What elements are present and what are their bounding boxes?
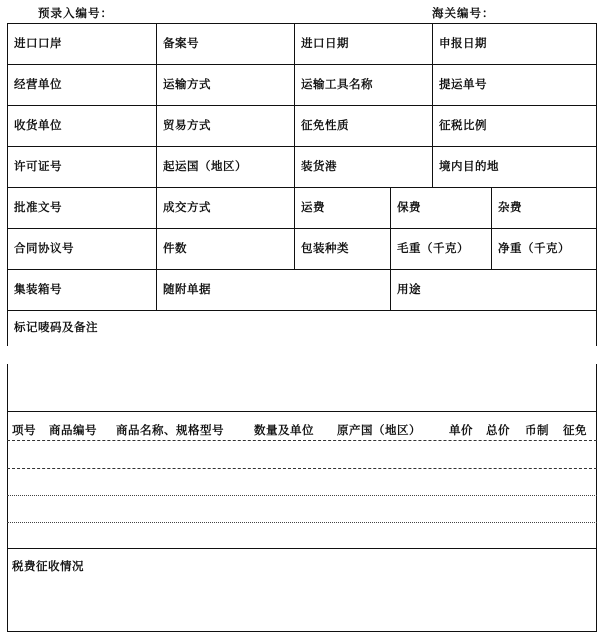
field-label: 申报日期 (439, 36, 487, 50)
field-label: 毛重（千克） (397, 241, 469, 255)
field-label: 用途 (397, 282, 421, 296)
goods-col-exemption: 征免 (563, 423, 587, 437)
field-usage[interactable] (391, 270, 596, 311)
tax-section-top-rule (7, 548, 597, 549)
field-label: 合同协议号 (14, 241, 74, 255)
goods-col-total-price: 总价 (486, 423, 510, 437)
field-package-count[interactable] (157, 229, 295, 270)
field-label: 提运单号 (439, 77, 487, 91)
goods-row-rule[interactable] (7, 522, 597, 523)
field-label: 装货港 (301, 159, 337, 173)
field-label: 随附单据 (163, 282, 211, 296)
field-domestic-destination[interactable] (433, 147, 596, 188)
field-business-unit[interactable] (8, 65, 157, 106)
field-transaction-mode[interactable] (157, 188, 295, 229)
field-tax-ratio[interactable] (433, 106, 596, 147)
goods-col-commodity-code: 商品编号 (49, 423, 97, 437)
goods-col-commodity-name-spec: 商品名称、规格型号 (116, 423, 224, 437)
goods-header-rule (7, 440, 597, 441)
goods-col-unit-price: 单价 (449, 423, 473, 437)
field-trade-mode[interactable] (157, 106, 295, 147)
field-label: 经营单位 (14, 77, 62, 91)
field-label: 起运国（地区） (163, 159, 247, 173)
field-container-no[interactable] (8, 270, 157, 311)
tax-collection-label: 税费征收情况 (12, 559, 84, 573)
field-label: 标记唛码及备注 (14, 320, 98, 334)
field-label: 运费 (301, 200, 325, 214)
field-label: 杂费 (498, 200, 522, 214)
field-label: 进口口岸 (14, 36, 62, 50)
field-label: 成交方式 (163, 200, 211, 214)
goods-section-top-rule (7, 411, 597, 412)
declaration-form-lower (7, 364, 597, 632)
goods-row-rule[interactable] (7, 468, 597, 469)
field-label: 进口日期 (301, 36, 349, 50)
field-label: 包装种类 (301, 241, 349, 255)
field-transport-vehicle[interactable] (295, 65, 433, 106)
field-marks-and-remarks[interactable] (8, 311, 596, 347)
field-approval-no[interactable] (8, 188, 157, 229)
field-consignee[interactable] (8, 106, 157, 147)
field-label: 境内目的地 (439, 159, 499, 173)
field-exemption-nature[interactable] (295, 106, 433, 147)
field-transport-mode[interactable] (157, 65, 295, 106)
field-license-no[interactable] (8, 147, 157, 188)
field-label: 批准文号 (14, 200, 62, 214)
goods-col-quantity-unit: 数量及单位 (254, 423, 314, 437)
field-gross-weight[interactable] (391, 229, 492, 270)
field-label: 收货单位 (14, 118, 62, 132)
field-label: 贸易方式 (163, 118, 211, 132)
field-loading-port[interactable] (295, 147, 433, 188)
field-origin-country[interactable] (157, 147, 295, 188)
field-import-date[interactable] (295, 24, 433, 65)
field-net-weight[interactable] (492, 229, 596, 270)
goods-col-country-of-origin: 原产国（地区） (337, 423, 421, 437)
field-contract-no[interactable] (8, 229, 157, 270)
field-label: 保费 (397, 200, 421, 214)
field-declaration-date[interactable] (433, 24, 596, 65)
field-label: 许可证号 (14, 159, 62, 173)
field-record-no[interactable] (157, 24, 295, 65)
field-misc-fees[interactable] (492, 188, 596, 229)
customs-number-label: 海关编号： (432, 6, 495, 20)
pre-entry-number-label: 预录入编号： (38, 6, 113, 20)
field-label: 征税比例 (439, 118, 487, 132)
field-import-port[interactable] (8, 24, 157, 65)
goods-col-currency: 币制 (525, 423, 549, 437)
field-label: 征免性质 (301, 118, 349, 132)
field-label: 净重（千克） (498, 241, 570, 255)
field-freight[interactable] (295, 188, 391, 229)
field-label: 集装箱号 (14, 282, 62, 296)
field-bill-of-lading[interactable] (433, 65, 596, 106)
field-insurance[interactable] (391, 188, 492, 229)
field-label: 运输方式 (163, 77, 211, 91)
goods-col-item-no: 项号 (12, 423, 36, 437)
goods-row-rule[interactable] (7, 495, 597, 496)
declaration-form-upper (7, 23, 597, 346)
field-label: 备案号 (163, 36, 199, 50)
field-attached-documents[interactable] (157, 270, 391, 311)
field-package-type[interactable] (295, 229, 391, 270)
field-label: 件数 (163, 241, 187, 255)
field-label: 运输工具名称 (301, 77, 373, 91)
